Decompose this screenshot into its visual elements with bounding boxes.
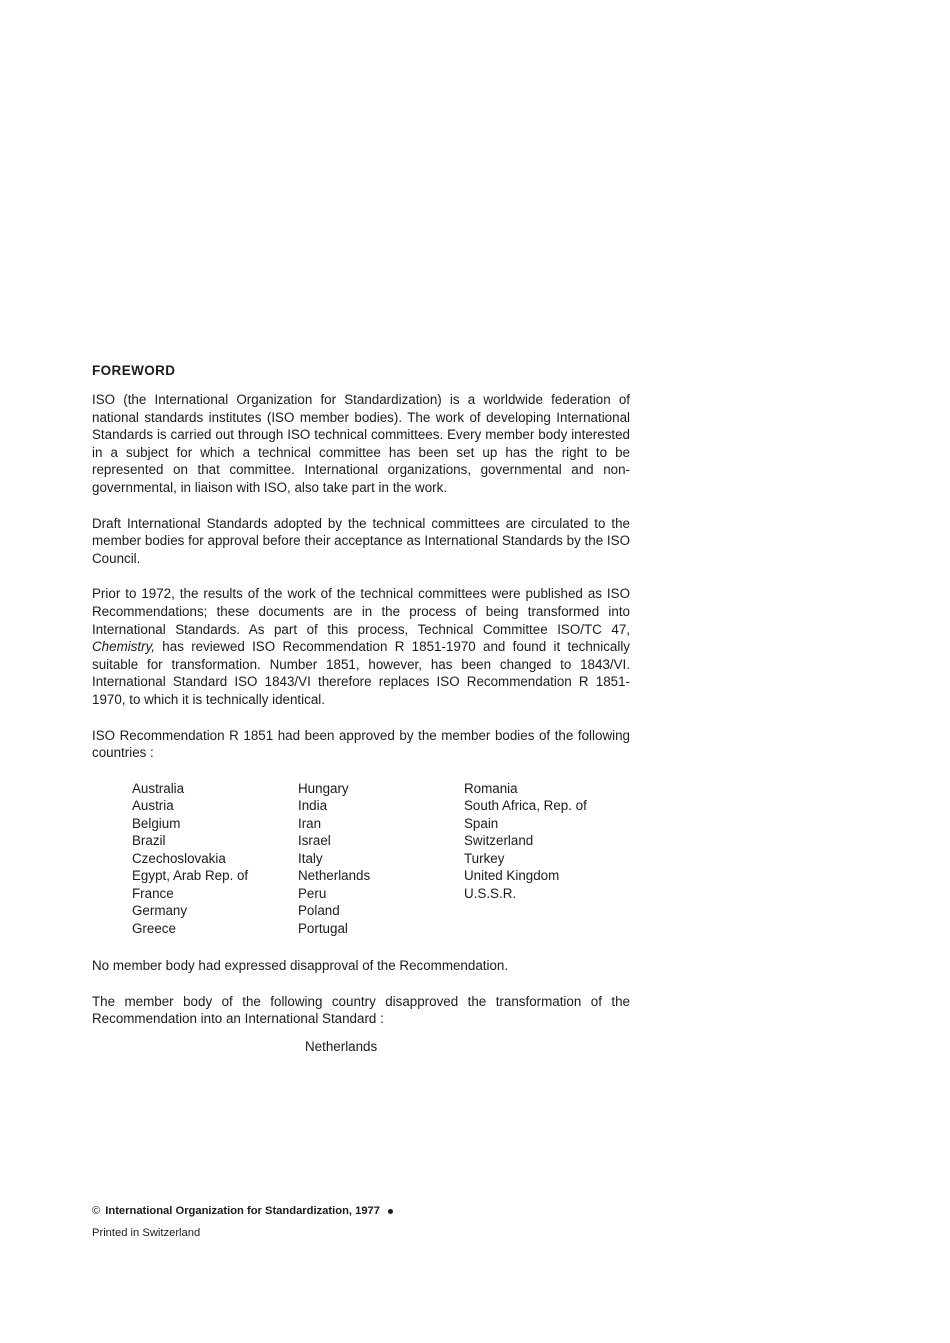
country-item: South Africa, Rep. of: [464, 798, 587, 814]
country-column-2: [298, 780, 464, 938]
country-item: France: [132, 885, 174, 901]
bullet-dot-icon: [388, 1209, 393, 1214]
committee-name: Chemistry,: [92, 639, 155, 655]
country-item: Brazil: [132, 833, 166, 849]
country-column-1: [132, 780, 298, 938]
country-item: Italy: [298, 850, 323, 866]
country-item: Portugal: [298, 920, 348, 936]
disapproving-country: Netherlands: [305, 1038, 378, 1054]
page-footer: [92, 1205, 393, 1239]
country-item: Germany: [132, 903, 188, 919]
country-item: Poland: [298, 903, 340, 919]
country-item: Turkey: [464, 850, 505, 866]
printed-in-line: Printed in Switzerland: [92, 1227, 201, 1239]
copyright-symbol: ©: [92, 1205, 101, 1217]
country-column-3: [464, 780, 630, 938]
copyright-text: International Organization for Standardization, 1977: [105, 1205, 381, 1217]
approving-countries-list: [92, 780, 630, 938]
country-item: Spain: [464, 815, 499, 831]
copyright-line: [92, 1205, 393, 1217]
paragraph-iso-intro: ISO (the International Organization for Standardization) is a worldwide federation of national standards institutes (ISO member bodies). The work of developing International Standards is carried out through ISO technical committees. Every member body interested in a subject for which a technical committee has been set up has the right to be represented on that committee. International organizations, governmental and non-governmental, in liaison with ISO, also take part in the work.: [92, 392, 630, 495]
foreword-section: [92, 363, 630, 1056]
country-item: Belgium: [132, 815, 181, 831]
country-item: India: [298, 798, 328, 814]
country-item: Australia: [132, 780, 185, 796]
country-item: Romania: [464, 780, 518, 796]
country-item: Egypt, Arab Rep. of: [132, 868, 249, 884]
paragraph-no-disapproval: No member body had expressed disapproval of the Recommendation.: [92, 958, 509, 974]
country-item: Austria: [132, 798, 174, 814]
country-item: Israel: [298, 833, 331, 849]
paragraph-transformation-part2: has reviewed ISO Recommendation R 1851-1970 and found it technically suitable for transformation. Number 1851, however, has been changed to 1843/VI. International Standard ISO 1843/VI therefore replaces ISO Recommendation R 1851-1970, to which it is technically identical.: [92, 639, 630, 707]
foreword-heading: FOREWORD: [92, 363, 176, 378]
paragraph-disapproval: The member body of the following country disapproved the transformation of the Recommendation into an International Standard :: [92, 993, 630, 1027]
paragraph-transformation: [92, 585, 630, 708]
paragraph-draft-standards: Draft International Standards adopted by the technical committees are circulated to the member bodies for approval before their acceptance as International Standards by the ISO Council.: [92, 515, 630, 566]
paragraph-approval: ISO Recommendation R 1851 had been approved by the member bodies of the following countries :: [92, 727, 630, 761]
country-item: Hungary: [298, 780, 349, 796]
country-item: Switzerland: [464, 833, 534, 849]
country-item: Greece: [132, 920, 176, 936]
country-item: U.S.S.R.: [464, 885, 517, 901]
country-item: Czechoslovakia: [132, 850, 226, 866]
country-item: Iran: [298, 815, 322, 831]
paragraph-transformation-part1: Prior to 1972, the results of the work of the technical committees were published as ISO Recommendations; these documents are in the process of being transformed into International Standards. As part of this process, Technical Committee ISO/TC 47,: [92, 586, 630, 637]
country-item: Peru: [298, 885, 327, 901]
country-item: United Kingdom: [464, 868, 560, 884]
country-item: Netherlands: [298, 868, 371, 884]
